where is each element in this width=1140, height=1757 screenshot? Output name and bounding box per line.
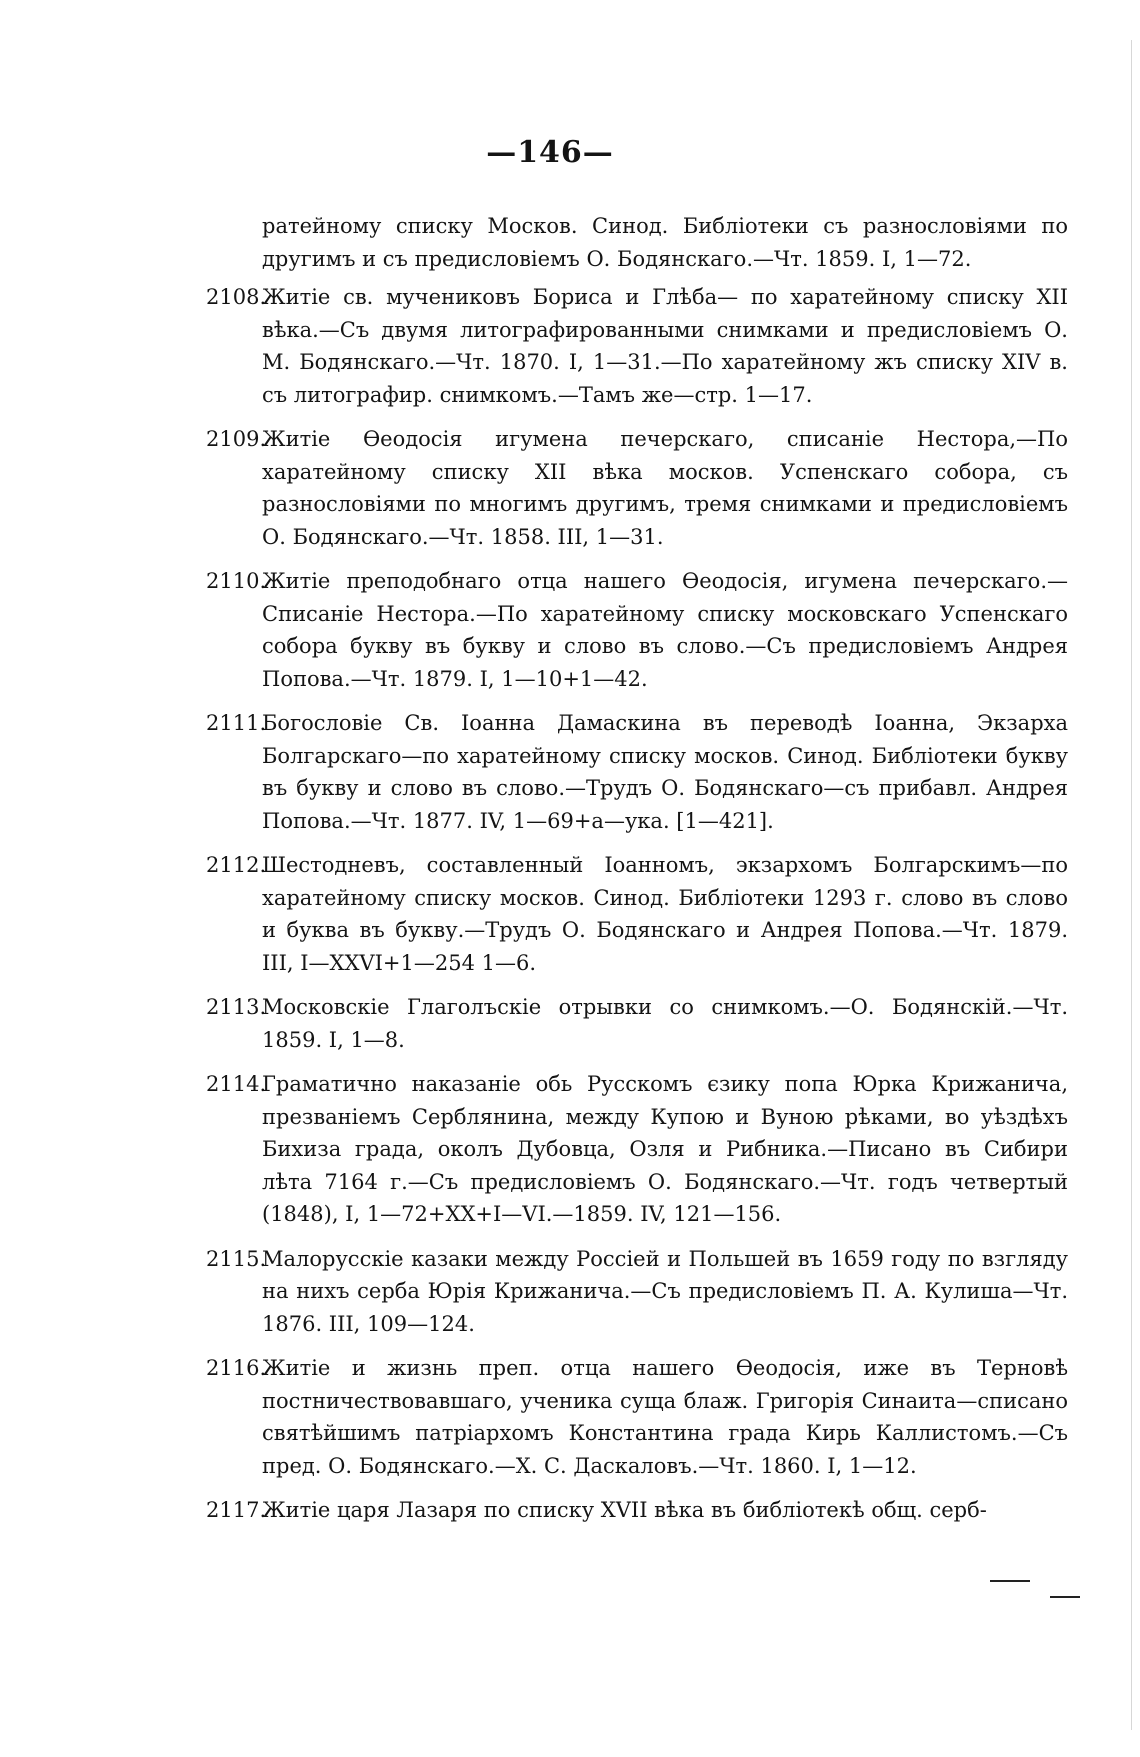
entry-number: 2111. [206, 711, 267, 735]
entry-text: Житіе Ѳеодосія игумена печерскаго, списаніе Нестора,—По харатейному списку XII вѣка москов. Успенскаго собора, съ разнословіями по многимъ другимъ, тремя снимками и предисловіемъ О. Бодянскаго.—Чт. 1858. III, 1—31. [262, 427, 1068, 549]
entry-number: 2112. [206, 853, 267, 877]
entry-text: Шестодневъ, составленный Іоанномъ, экзархомъ Болгарскимъ—по харатейному списку москов. Синод. Библіотеки 1293 г. слово въ слово и буква въ букву.—Трудъ О. Бодянскаго и Андрея Попова.—Чт. 1879. III, I—XXVI+1—254 1—6. [262, 853, 1068, 975]
bibliography-entry [208, 1494, 1068, 1527]
bibliography-entry [208, 707, 1068, 837]
bibliography-entry [208, 565, 1068, 695]
entry-text: Малорусскіе казаки между Россіей и Польшей въ 1659 году по взгляду на нихъ серба Юрія Крижанича.—Съ предисловіемъ П. А. Кулиша—Чт. 1876. III, 109—124. [262, 1246, 1068, 1336]
entry-text: Богословіе Св. Іоанна Дамаскина въ переводѣ Іоанна, Экзарха Болгарскаго—по харатейному списку москов. Синод. Библіотеки букву въ букву и слово въ слово.—Трудъ О. Бодянскаго—съ прибавл. Андрея Попова.—Чт. 1877. IV, 1—69+а—ука. [1—421]. [262, 711, 1068, 833]
entry-text: Граматично наказаніе обь Русскомъ єзику попа Юрка Крижанича, презваніемъ Серблянина, между Купою и Вуною рѣками, во уѣздѣхъ Бихиза града, околъ Дубовца, Озля и Рибника.—Писано въ Сибири лѣта 7164 г.—Съ предисловіемъ О. Бодянскаго.—Чт. годъ четвертый (1848), I, 1—72+XX+I—VI.—1859. IV, 121—156. [262, 1072, 1068, 1226]
entry-number: 2108. [206, 285, 267, 309]
entry-number: 2115. [206, 1246, 267, 1271]
entry-number: 2113. [206, 995, 267, 1019]
entry-number: 2116. [206, 1356, 267, 1380]
page-number: —146— [486, 135, 614, 170]
bibliography-entry [208, 281, 1068, 411]
bibliography-entry [208, 849, 1068, 979]
bibliography-entry [208, 1352, 1068, 1482]
entry-text: Житіе св. мучениковъ Бориса и Глѣба— по харатейному списку XII вѣка.—Съ двумя литографированными снимками и предисловіемъ О. М. Бодянскаго.—Чт. 1870. I, 1—31.—По харатейному жъ списку XIV в. съ литографир. снимкомъ.—Тамъ же—стр. 1—17. [262, 285, 1068, 407]
entry-number: 2109. [206, 427, 267, 451]
entry-number: 2117. [206, 1498, 267, 1522]
entry-text: Житіе царя Лазаря по списку XVII вѣка въ библіотекѣ общ. серб- [262, 1498, 987, 1522]
entry-text: Житіе и жизнь преп. отца нашего Ѳеодосія, иже въ Терновѣ постничествовавшаго, ученика суща блаж. Григорія Синаита—списано святѣйшимъ патріархомъ Константина града Кирь Каллистомъ.—Съ пред. О. Бодянскаго.—Х. С. Даскаловъ.—Чт. 1860. I, 1—12. [262, 1356, 1068, 1478]
scan-edge-line [1131, 40, 1132, 1730]
entry-text: ратейному списку Москов. Синод. Библіотеки съ разнословіями по другимъ и съ предисловіемъ О. Бодянскаго.—Чт. 1859. I, 1—72. [262, 214, 1068, 271]
scan-mark [1050, 1596, 1080, 1598]
bibliography-entries [208, 210, 1068, 1539]
entry-text: Московскіе Глаголъскіе отрывки со снимкомъ.—О. Бодянскій.—Чт. 1859. I, 1—8. [262, 995, 1068, 1052]
bibliography-entry [208, 991, 1068, 1056]
bibliography-entry [208, 1068, 1068, 1231]
scan-mark [990, 1580, 1030, 1582]
bibliography-entry [208, 1243, 1068, 1341]
entry-number: 2110. [206, 569, 267, 593]
entry-number: 2114. [206, 1072, 267, 1096]
bibliography-entry [208, 423, 1068, 553]
bibliography-entry [208, 210, 1068, 275]
entry-text: Житіе преподобнаго отца нашего Ѳеодосія, игумена печерскаго.—Списаніе Нестора.—По харатейному списку московскаго Успенскаго собора букву въ букву и слово въ слово.—Съ предисловіемъ Андрея Попова.—Чт. 1879. I, 1—10+1—42. [262, 569, 1068, 691]
